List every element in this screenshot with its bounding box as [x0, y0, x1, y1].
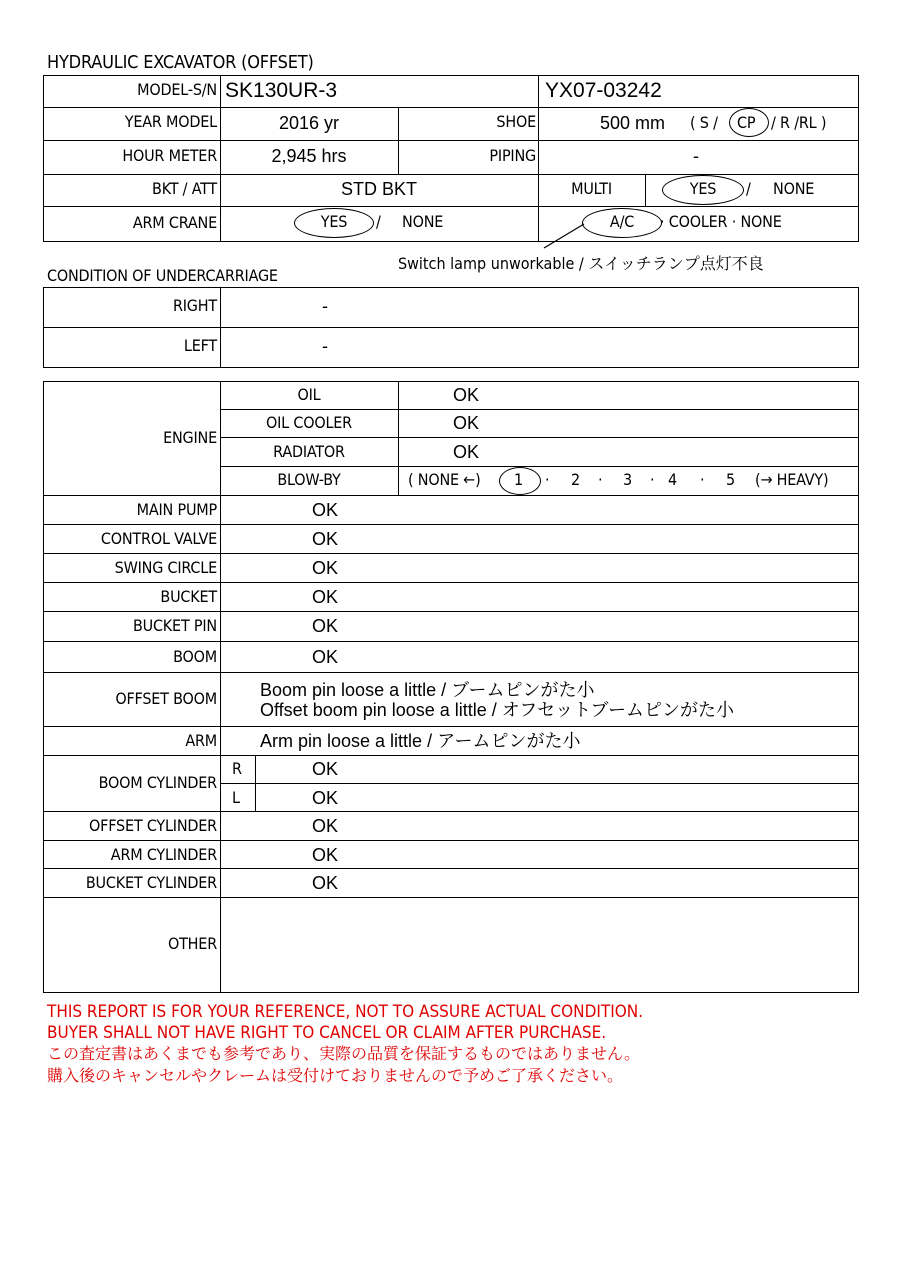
- bkt-value: STD BKT: [340, 179, 417, 199]
- hour-label: HOUR METER: [122, 146, 217, 165]
- blowby-dot-4: ·: [700, 470, 705, 489]
- shoe-option-rest: / R /RL ): [771, 113, 827, 132]
- boom-label: BOOM: [173, 647, 217, 666]
- oil-cooler-label: OIL COOLER: [266, 413, 352, 432]
- multi-sep: /: [746, 179, 751, 198]
- model-sn-label: MODEL-S/N: [137, 80, 217, 99]
- boom-cyl-l-value: OK: [312, 788, 339, 808]
- bucket-pin-label: BUCKET PIN: [132, 616, 217, 635]
- bkt-label: BKT / ATT: [152, 179, 217, 198]
- shoe-value: 500 mm: [600, 113, 666, 133]
- arm-label: ARM: [185, 731, 217, 750]
- disclaimer-line-4: 購入後のキャンセルやクレームは受付けておりませんので予めご了承ください。: [47, 1066, 624, 1085]
- blowby-dot-1: ·: [545, 470, 550, 489]
- uc-left-value: -: [322, 336, 328, 356]
- blowby-dot-3: ·: [650, 470, 655, 489]
- control-valve-value: OK: [312, 529, 339, 549]
- blowby-dot-2: ·: [598, 470, 603, 489]
- uc-right-value: -: [322, 296, 328, 316]
- offset-boom-label: OFFSET BOOM: [115, 689, 217, 708]
- blowby-4: 4: [668, 470, 677, 489]
- blowby-heavy: (→ HEAVY): [755, 470, 829, 489]
- piping-label: PIPING: [489, 146, 536, 165]
- shoe-option-s: ( S /: [690, 113, 718, 132]
- blowby-5: 5: [726, 470, 735, 489]
- blowby-3: 3: [623, 470, 632, 489]
- boom-cylinder-label: BOOM CYLINDER: [98, 773, 217, 792]
- shoe-selected-oval: [729, 108, 769, 137]
- blowby-label: BLOW-BY: [277, 470, 341, 489]
- swing-circle-label: SWING CIRCLE: [114, 558, 217, 577]
- ac-rest: · COOLER · NONE: [660, 212, 782, 231]
- serial-value: YX07-03242: [545, 79, 662, 102]
- bucket-cylinder-value: OK: [312, 873, 339, 893]
- disclaimer-line-3: この査定書はあくまでも参考であり、実際の品質を保証するものではありません。: [47, 1044, 640, 1063]
- disclaimer-line-2: BUYER SHALL NOT HAVE RIGHT TO CANCEL OR CLAIM AFTER PURCHASE.: [47, 1023, 607, 1043]
- other-label: OTHER: [167, 934, 217, 953]
- swing-circle-value: OK: [312, 558, 339, 578]
- year-label: YEAR MODEL: [124, 112, 217, 131]
- main-pump-label: MAIN PUMP: [136, 500, 217, 519]
- blowby-1: 1: [514, 470, 523, 489]
- ac-option: A/C: [609, 212, 635, 231]
- main-pump-value: OK: [312, 500, 339, 520]
- offset-cylinder-value: OK: [312, 816, 339, 836]
- oil-label: OIL: [297, 385, 321, 404]
- crane-none: NONE: [402, 212, 444, 231]
- offset-cylinder-label: OFFSET CYLINDER: [89, 816, 217, 835]
- radiator-label: RADIATOR: [273, 442, 345, 461]
- offset-boom-note-1: Boom pin loose a little / ブームピンがた小: [260, 680, 595, 700]
- undercarriage-title: CONDITION OF UNDERCARRIAGE: [47, 266, 278, 285]
- shoe-label: SHOE: [496, 112, 536, 131]
- callout-line: [540, 220, 590, 252]
- boom-cyl-l-label: L: [232, 788, 240, 807]
- multi-yes: YES: [689, 179, 717, 198]
- year-value: 2016 yr: [278, 113, 340, 133]
- boom-value: OK: [312, 647, 339, 667]
- uc-right-label: RIGHT: [172, 296, 217, 315]
- uc-left-label: LEFT: [183, 336, 217, 355]
- arm-note: Arm pin loose a little / アームピンがた小: [260, 731, 581, 751]
- shoe-option-cp: CP: [737, 113, 756, 132]
- multi-none: NONE: [773, 179, 815, 198]
- engine-label: ENGINE: [163, 428, 217, 447]
- page-title: HYDRAULIC EXCAVATOR (OFFSET): [47, 52, 314, 73]
- bucket-cylinder-label: BUCKET CYLINDER: [85, 873, 217, 892]
- blowby-2: 2: [571, 470, 580, 489]
- arm-cylinder-value: OK: [312, 845, 339, 865]
- bucket-pin-value: OK: [312, 616, 339, 636]
- oil-value: OK: [453, 385, 480, 405]
- control-valve-label: CONTROL VALVE: [100, 529, 217, 548]
- bucket-label: BUCKET: [160, 587, 217, 606]
- disclaimer-line-1: THIS REPORT IS FOR YOUR REFERENCE, NOT TO ASSURE ACTUAL CONDITION.: [47, 1002, 644, 1022]
- radiator-value: OK: [453, 442, 480, 462]
- oil-cooler-value: OK: [453, 413, 480, 433]
- boom-cyl-r-label: R: [232, 759, 242, 778]
- offset-boom-note-2: Offset boom pin loose a little / オフセットブームピンがた小: [260, 700, 734, 720]
- arm-cylinder-label: ARM CYLINDER: [110, 845, 217, 864]
- piping-value: -: [693, 146, 699, 166]
- model-value: SK130UR-3: [225, 79, 338, 102]
- multi-label: MULTI: [571, 179, 612, 198]
- crane-sep: /: [376, 212, 381, 231]
- boom-cyl-r-value: OK: [312, 759, 339, 779]
- ac-note: Switch lamp unworkable / スイッチランプ点灯不良: [398, 254, 764, 273]
- blowby-none: ( NONE ←): [408, 470, 481, 489]
- crane-yes: YES: [320, 212, 348, 231]
- bucket-value: OK: [312, 587, 339, 607]
- hours-value: 2,945 hrs: [271, 146, 347, 166]
- crane-label: ARM CRANE: [132, 213, 217, 232]
